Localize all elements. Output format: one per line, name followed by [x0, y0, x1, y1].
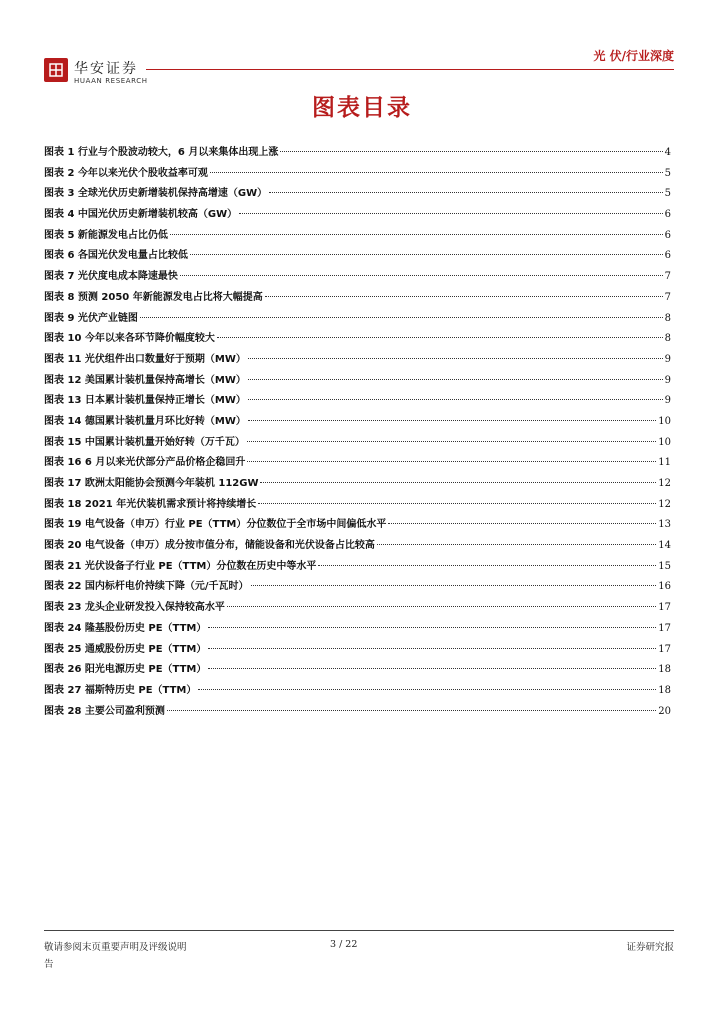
toc-entry-label: 图表 7 光伏度电成本降速最快	[44, 271, 178, 283]
toc-leader-dots	[247, 461, 656, 462]
toc-leader-dots	[140, 317, 663, 318]
toc-leader-dots	[247, 441, 656, 442]
toc-entry[interactable]	[44, 249, 671, 270]
toc-entry-page: 15	[658, 560, 671, 572]
toc-leader-dots	[239, 213, 662, 214]
toc-entry[interactable]	[44, 684, 671, 705]
toc-entry-label: 图表 3 全球光伏历史新增装机保持高增速（GW）	[44, 188, 268, 200]
toc-entry-page: 17	[658, 643, 671, 655]
huaan-logo-seal-icon	[44, 58, 68, 82]
toc-entry-label: 图表 2 今年以来光伏个股收益率可观	[44, 167, 208, 179]
toc-entry-page: 8	[664, 333, 671, 345]
toc-leader-dots	[167, 710, 656, 711]
toc-leader-dots	[198, 689, 656, 690]
toc-leader-dots	[210, 172, 663, 173]
toc-leader-dots	[269, 192, 662, 193]
toc-entry-page: 10	[658, 436, 671, 448]
toc-entry-label: 图表 8 预测 2050 年新能源发电占比将大幅提高	[44, 291, 263, 303]
toc-entry[interactable]	[44, 229, 671, 250]
toc-entry-page: 7	[664, 291, 671, 303]
toc-entry-label: 图表 25 通威股份历史 PE（TTM）	[44, 643, 207, 655]
toc-entry[interactable]	[44, 332, 671, 353]
report-type: 光 伏/行业深度	[593, 49, 674, 63]
toc-leader-dots	[265, 296, 663, 297]
toc-entry[interactable]	[44, 374, 671, 395]
footer-report-label: 证券研究报	[626, 942, 674, 953]
toc-entry-label: 图表 27 福斯特历史 PE（TTM）	[44, 684, 197, 696]
toc-entry[interactable]	[44, 291, 671, 312]
toc-entry-label: 图表 18 2021 年光伏装机需求预计将持续增长	[44, 498, 257, 510]
toc-entry-label: 图表 11 光伏组件出口数量好于预期（MW）	[44, 353, 246, 365]
toc-entry-page: 9	[664, 395, 671, 407]
toc-entry[interactable]	[44, 167, 671, 188]
toc-leader-dots	[208, 668, 656, 669]
toc-entry[interactable]	[44, 456, 671, 477]
toc-entry[interactable]	[44, 622, 671, 643]
toc-entry-label: 图表 22 国内标杆电价持续下降（元/千瓦时）	[44, 581, 249, 593]
toc-entry[interactable]	[44, 663, 671, 684]
toc-entry-page: 18	[658, 664, 671, 676]
toc-leader-dots	[180, 275, 663, 276]
toc-entry-page: 11	[658, 457, 671, 469]
toc-entry-label: 图表 5 新能源发电占比仍低	[44, 229, 168, 241]
toc-leader-dots	[208, 648, 656, 649]
toc-entry[interactable]	[44, 270, 671, 291]
toc-entry-label: 图表 24 隆基股份历史 PE（TTM）	[44, 622, 207, 634]
toc-entry-label: 图表 28 主要公司盈利预测	[44, 705, 165, 717]
toc-entry-page: 5	[664, 188, 671, 200]
toc-entry-page: 9	[664, 374, 671, 386]
toc-entry-label: 图表 16 6 月以来光伏部分产品价格企稳回升	[44, 457, 246, 469]
toc-entry-page: 12	[658, 498, 671, 510]
toc-entry-page: 7	[664, 271, 671, 283]
toc-entry-page: 10	[658, 415, 671, 427]
toc-entry[interactable]	[44, 539, 671, 560]
toc-entry-page: 5	[664, 167, 671, 179]
header-divider	[146, 69, 674, 70]
toc-leader-dots	[248, 399, 663, 400]
toc-entry[interactable]	[44, 601, 671, 622]
toc-entry[interactable]	[44, 477, 671, 498]
toc-entry[interactable]	[44, 415, 671, 436]
toc-entry-page: 17	[658, 622, 671, 634]
logo-subtitle: HUAAN RESEARCH	[74, 77, 148, 85]
toc-leader-dots	[248, 420, 656, 421]
toc-entry-label: 图表 23 龙头企业研发投入保持较高水平	[44, 602, 225, 614]
page-header	[44, 40, 674, 85]
toc-entry-page: 16	[658, 581, 671, 593]
toc-entry-label: 图表 14 德国累计装机量月环比好转（MW）	[44, 415, 246, 427]
toc-entry-page: 14	[658, 540, 671, 552]
toc-entry-page: 12	[658, 478, 671, 489]
page-number: 3 / 22	[330, 939, 358, 950]
toc-entry[interactable]	[44, 580, 671, 601]
toc-leader-dots	[377, 544, 656, 545]
toc-entry-label: 图表 20 电气设备（申万）成分按市值分布，储能设备和光伏设备占比较高	[44, 540, 375, 552]
toc-leader-dots	[170, 234, 663, 235]
toc-entry-page: 9	[664, 353, 671, 365]
toc-entry[interactable]	[44, 498, 671, 519]
toc-leader-dots	[248, 358, 663, 359]
toc-entry-page: 20	[658, 705, 671, 717]
toc-entry-label: 图表 12 美国累计装机量保持高增长（MW）	[44, 374, 246, 386]
toc-leader-dots	[217, 337, 663, 338]
toc-entry-page: 8	[664, 312, 671, 324]
toc-leader-dots	[260, 482, 656, 483]
toc-entry[interactable]	[44, 353, 671, 374]
toc-entry[interactable]	[44, 705, 671, 726]
toc-entry-label: 图表 19 电气设备（申万）行业 PE（TTM）分位数位于全市场中间偏低水平	[44, 519, 387, 531]
footer-disclaimer-line1: 敬请参阅末页重要声明及评级说明	[44, 942, 187, 953]
figure-table-of-contents	[44, 146, 671, 725]
page-title: 图表目录	[312, 95, 412, 121]
toc-entry[interactable]	[44, 394, 671, 415]
toc-entry-label: 图表 4 中国光伏历史新增装机较高（GW）	[44, 209, 238, 221]
toc-entry-page: 13	[658, 519, 671, 531]
footer-disclaimer	[44, 939, 254, 973]
toc-entry-label: 图表 6 各国光伏发电量占比较低	[44, 250, 188, 262]
toc-leader-dots	[208, 627, 656, 628]
seal-glyph-icon	[47, 61, 65, 79]
toc-entry-page: 6	[664, 229, 671, 241]
toc-leader-dots	[318, 565, 656, 566]
toc-entry-label: 图表 10 今年以来各环节降价幅度较大	[44, 333, 215, 345]
toc-entry-label: 图表 13 日本累计装机量保持正增长（MW）	[44, 395, 246, 407]
toc-leader-dots	[280, 151, 662, 152]
toc-entry-label: 图表 15 中国累计装机量开始好转（万千瓦）	[44, 436, 245, 448]
toc-entry[interactable]	[44, 518, 671, 539]
toc-leader-dots	[227, 606, 656, 607]
toc-entry-label: 图表 26 阳光电源历史 PE（TTM）	[44, 664, 207, 676]
toc-entry[interactable]	[44, 436, 671, 457]
toc-entry-page: 4	[664, 147, 671, 158]
toc-entry-page: 18	[658, 684, 671, 696]
toc-entry-page: 17	[658, 602, 671, 614]
toc-leader-dots	[251, 585, 657, 586]
footer-disclaimer-line2: 告	[44, 959, 54, 970]
toc-entry-label: 图表 9 光伏产业链图	[44, 312, 138, 324]
toc-entry[interactable]	[44, 560, 671, 581]
toc-leader-dots	[248, 379, 663, 380]
toc-entry[interactable]	[44, 208, 671, 229]
toc-leader-dots	[388, 523, 656, 524]
toc-leader-dots	[258, 503, 656, 504]
toc-entry[interactable]	[44, 643, 671, 664]
toc-leader-dots	[190, 254, 663, 255]
toc-entry-page: 6	[664, 250, 671, 262]
toc-entry[interactable]	[44, 146, 671, 167]
toc-entry-label: 图表 21 光伏设备子行业 PE（TTM）分位数在历史中等水平	[44, 560, 317, 572]
toc-entry-label: 图表 17 欧洲太阳能协会预测今年装机 112GW	[44, 478, 259, 489]
toc-entry[interactable]	[44, 187, 671, 208]
toc-entry-page: 6	[664, 209, 671, 221]
logo-name: 华安证券	[74, 61, 138, 77]
footer-divider	[44, 930, 674, 931]
toc-entry[interactable]	[44, 312, 671, 333]
toc-entry-label: 图表 1 行业与个股波动较大，6 月以来集体出现上涨	[44, 147, 279, 158]
